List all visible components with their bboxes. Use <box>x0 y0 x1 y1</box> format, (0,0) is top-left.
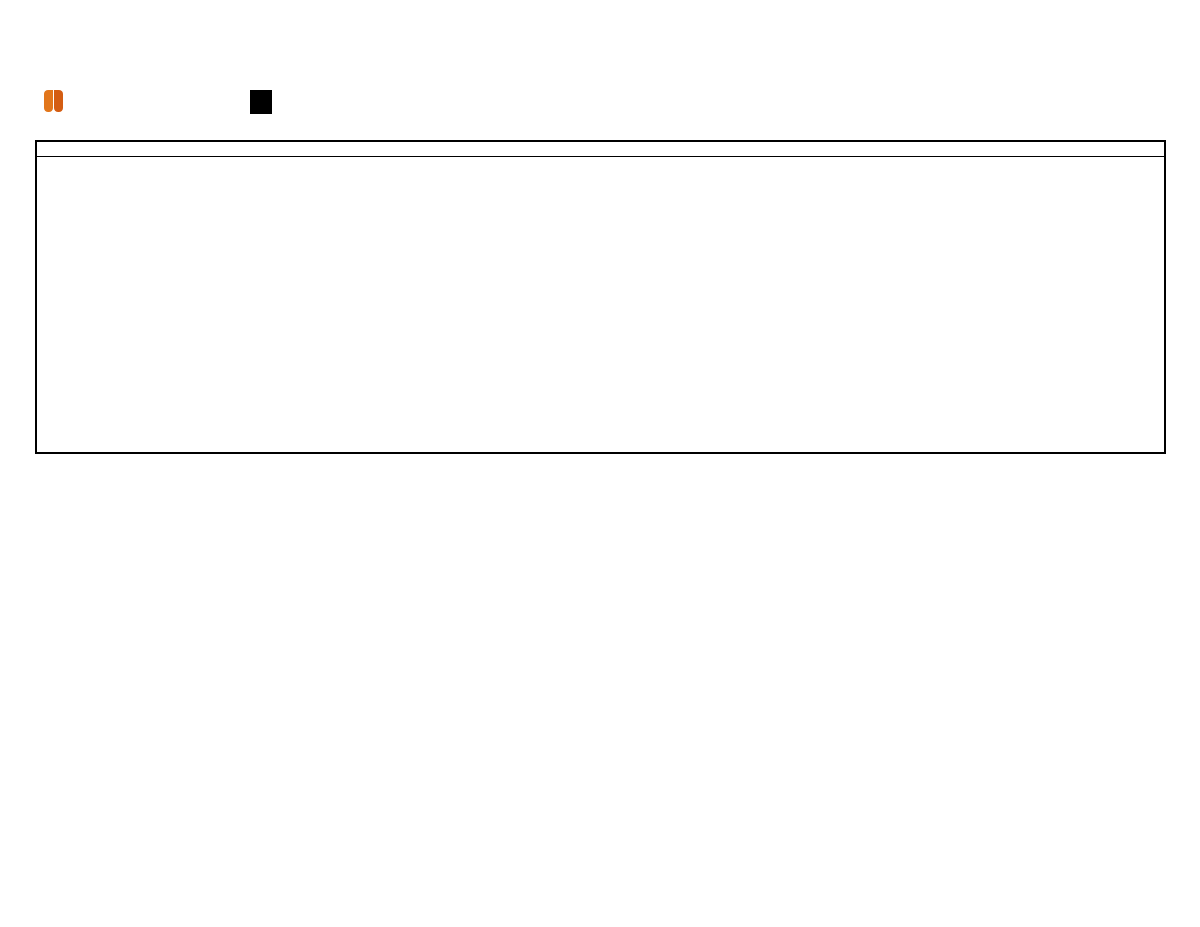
amsterdam-umc-logo <box>44 90 70 112</box>
page-title <box>37 142 1164 157</box>
amc-mark-icon <box>44 90 64 112</box>
uva-logo <box>250 90 278 114</box>
logo-bar <box>44 88 504 120</box>
schedule-sheet <box>35 140 1166 454</box>
uva-crest-icon <box>250 90 272 114</box>
